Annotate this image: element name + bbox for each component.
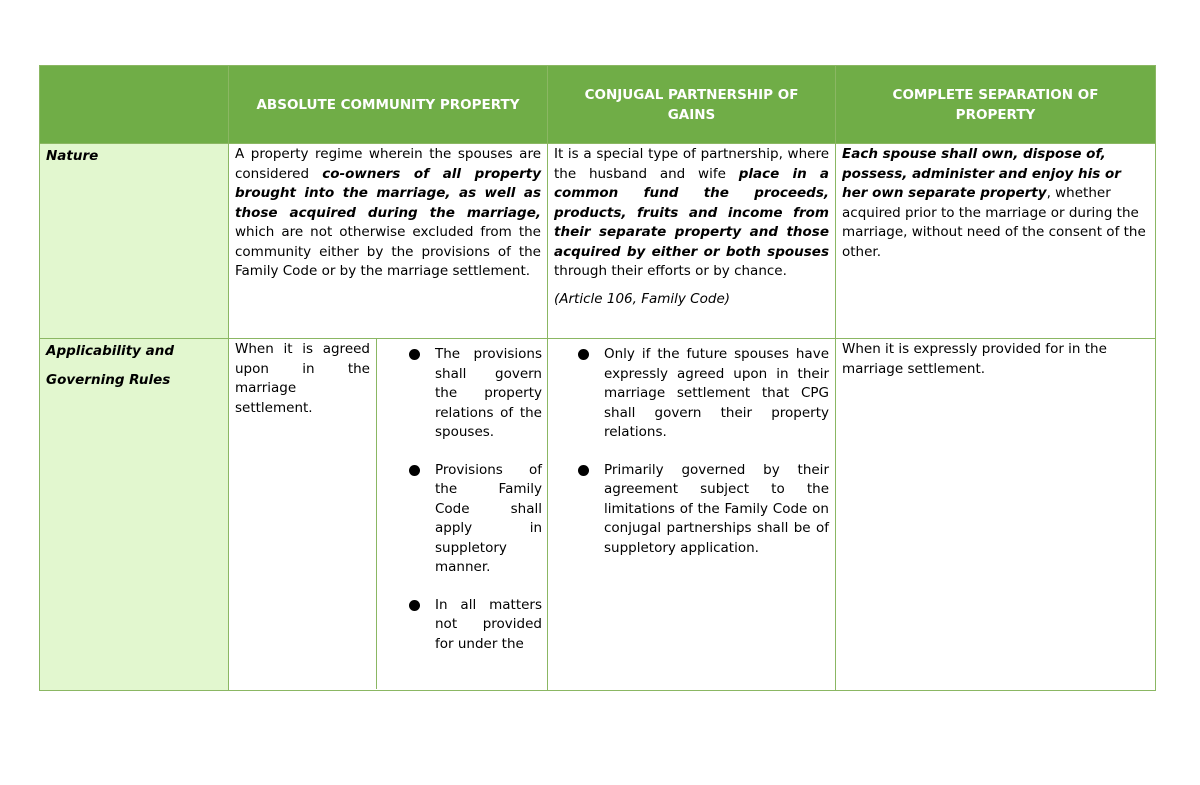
applicability-row bbox=[40, 339, 1156, 691]
nature-acp-text-part1: A property regime wherein the spouses are considered bbox=[235, 146, 541, 182]
nature-cpg-text-part2: through their efforts or by chance. bbox=[554, 263, 787, 280]
header-complete-separation: COMPLETE SEPARATION OF PROPERTY bbox=[836, 66, 1156, 144]
nature-cpg-text bbox=[548, 144, 835, 283]
nature-acp-text bbox=[229, 144, 547, 283]
nature-label-cell bbox=[40, 144, 229, 339]
comparison-table bbox=[39, 65, 1156, 691]
header-conjugal-partnership: CONJUGAL PARTNERSHIP OF GAINS bbox=[548, 66, 836, 144]
acp-bullet-item bbox=[409, 596, 542, 655]
bullet-dot-icon bbox=[578, 465, 589, 476]
acp-bullet-text: In all matters not provided for under the bbox=[435, 596, 542, 652]
bullet-dot-icon bbox=[409, 465, 420, 476]
nature-cpg-text-part1: It is a special type of partnership, where the husband and wife bbox=[554, 146, 829, 182]
applicability-label-line2: Governing Rules bbox=[46, 371, 171, 388]
nature-acp-emphasis: co-owners of all property brought into the marriage, as well as those acquired during the marriage, bbox=[235, 165, 541, 221]
nature-cpg-cell bbox=[548, 144, 836, 339]
nature-cpg-emphasis: place in a common fund the proceeds, products, fruits and income from their separate property and those acquired by either or both spouses bbox=[554, 165, 829, 260]
cpg-bullet-text: Primarily governed by their agreement subject to the limitations of the Family Code on conjugal partnerships shall be of suppletory application. bbox=[604, 461, 829, 556]
nature-csp-text-part1: , whether acquired prior to the marriage or during the marriage, without need of the consent of the other. bbox=[842, 185, 1146, 260]
acp-bullet-text: Provisions of the Family Code shall apply in suppletory manner. bbox=[435, 461, 542, 576]
nature-csp-cell bbox=[836, 144, 1156, 339]
applicability-label-cell bbox=[40, 339, 229, 691]
applicability-csp-text: When it is expressly provided for in the marriage settlement. bbox=[842, 341, 1107, 377]
applicability-acp-cell bbox=[229, 339, 548, 691]
header-row bbox=[40, 66, 1156, 144]
header-absolute-community: ABSOLUTE COMMUNITY PROPERTY bbox=[229, 66, 548, 144]
applicability-acp-left-text: When it is agreed upon in the marriage settlement. bbox=[235, 341, 370, 416]
applicability-csp-cell bbox=[836, 339, 1156, 691]
bullet-dot-icon bbox=[409, 600, 420, 611]
nature-cpg-citation: (Article 106, Family Code) bbox=[554, 290, 731, 307]
acp-bullet-item bbox=[409, 461, 542, 578]
bullet-dot-icon bbox=[578, 349, 589, 360]
acp-bullet-text: The provisions shall govern the property relations of the spouses. bbox=[435, 346, 542, 441]
acp-bullet-list bbox=[377, 339, 547, 654]
acp-bullet-item bbox=[409, 345, 542, 443]
bullet-dot-icon bbox=[409, 349, 420, 360]
cpg-bullet-item bbox=[578, 461, 829, 559]
applicability-acp-left-cell bbox=[229, 339, 377, 689]
nature-row bbox=[40, 144, 1156, 339]
nature-label: Nature bbox=[46, 148, 99, 165]
applicability-cpg-cell bbox=[548, 339, 836, 691]
header-blank-cell bbox=[40, 66, 229, 144]
applicability-acp-wrapper bbox=[229, 339, 547, 689]
applicability-acp-bullets bbox=[377, 339, 547, 689]
nature-csp-emphasis: Each spouse shall own, dispose of, possess, administer and enjoy his or her own separate property bbox=[842, 146, 1121, 202]
cpg-bullet-list bbox=[548, 339, 835, 558]
applicability-label-line1: Applicability and bbox=[46, 343, 175, 360]
nature-acp-cell bbox=[229, 144, 548, 339]
nature-csp-text bbox=[836, 144, 1155, 263]
cpg-bullet-item bbox=[578, 345, 829, 443]
applicability-label bbox=[40, 339, 228, 393]
nature-acp-text-part2: which are not otherwise excluded from the community either by the provisions of the Family Code or by the marriage settlement. bbox=[235, 224, 541, 280]
cpg-bullet-text: Only if the future spouses have expressly agreed upon in their marriage settlement that CPG shall govern their property relations. bbox=[604, 346, 829, 441]
